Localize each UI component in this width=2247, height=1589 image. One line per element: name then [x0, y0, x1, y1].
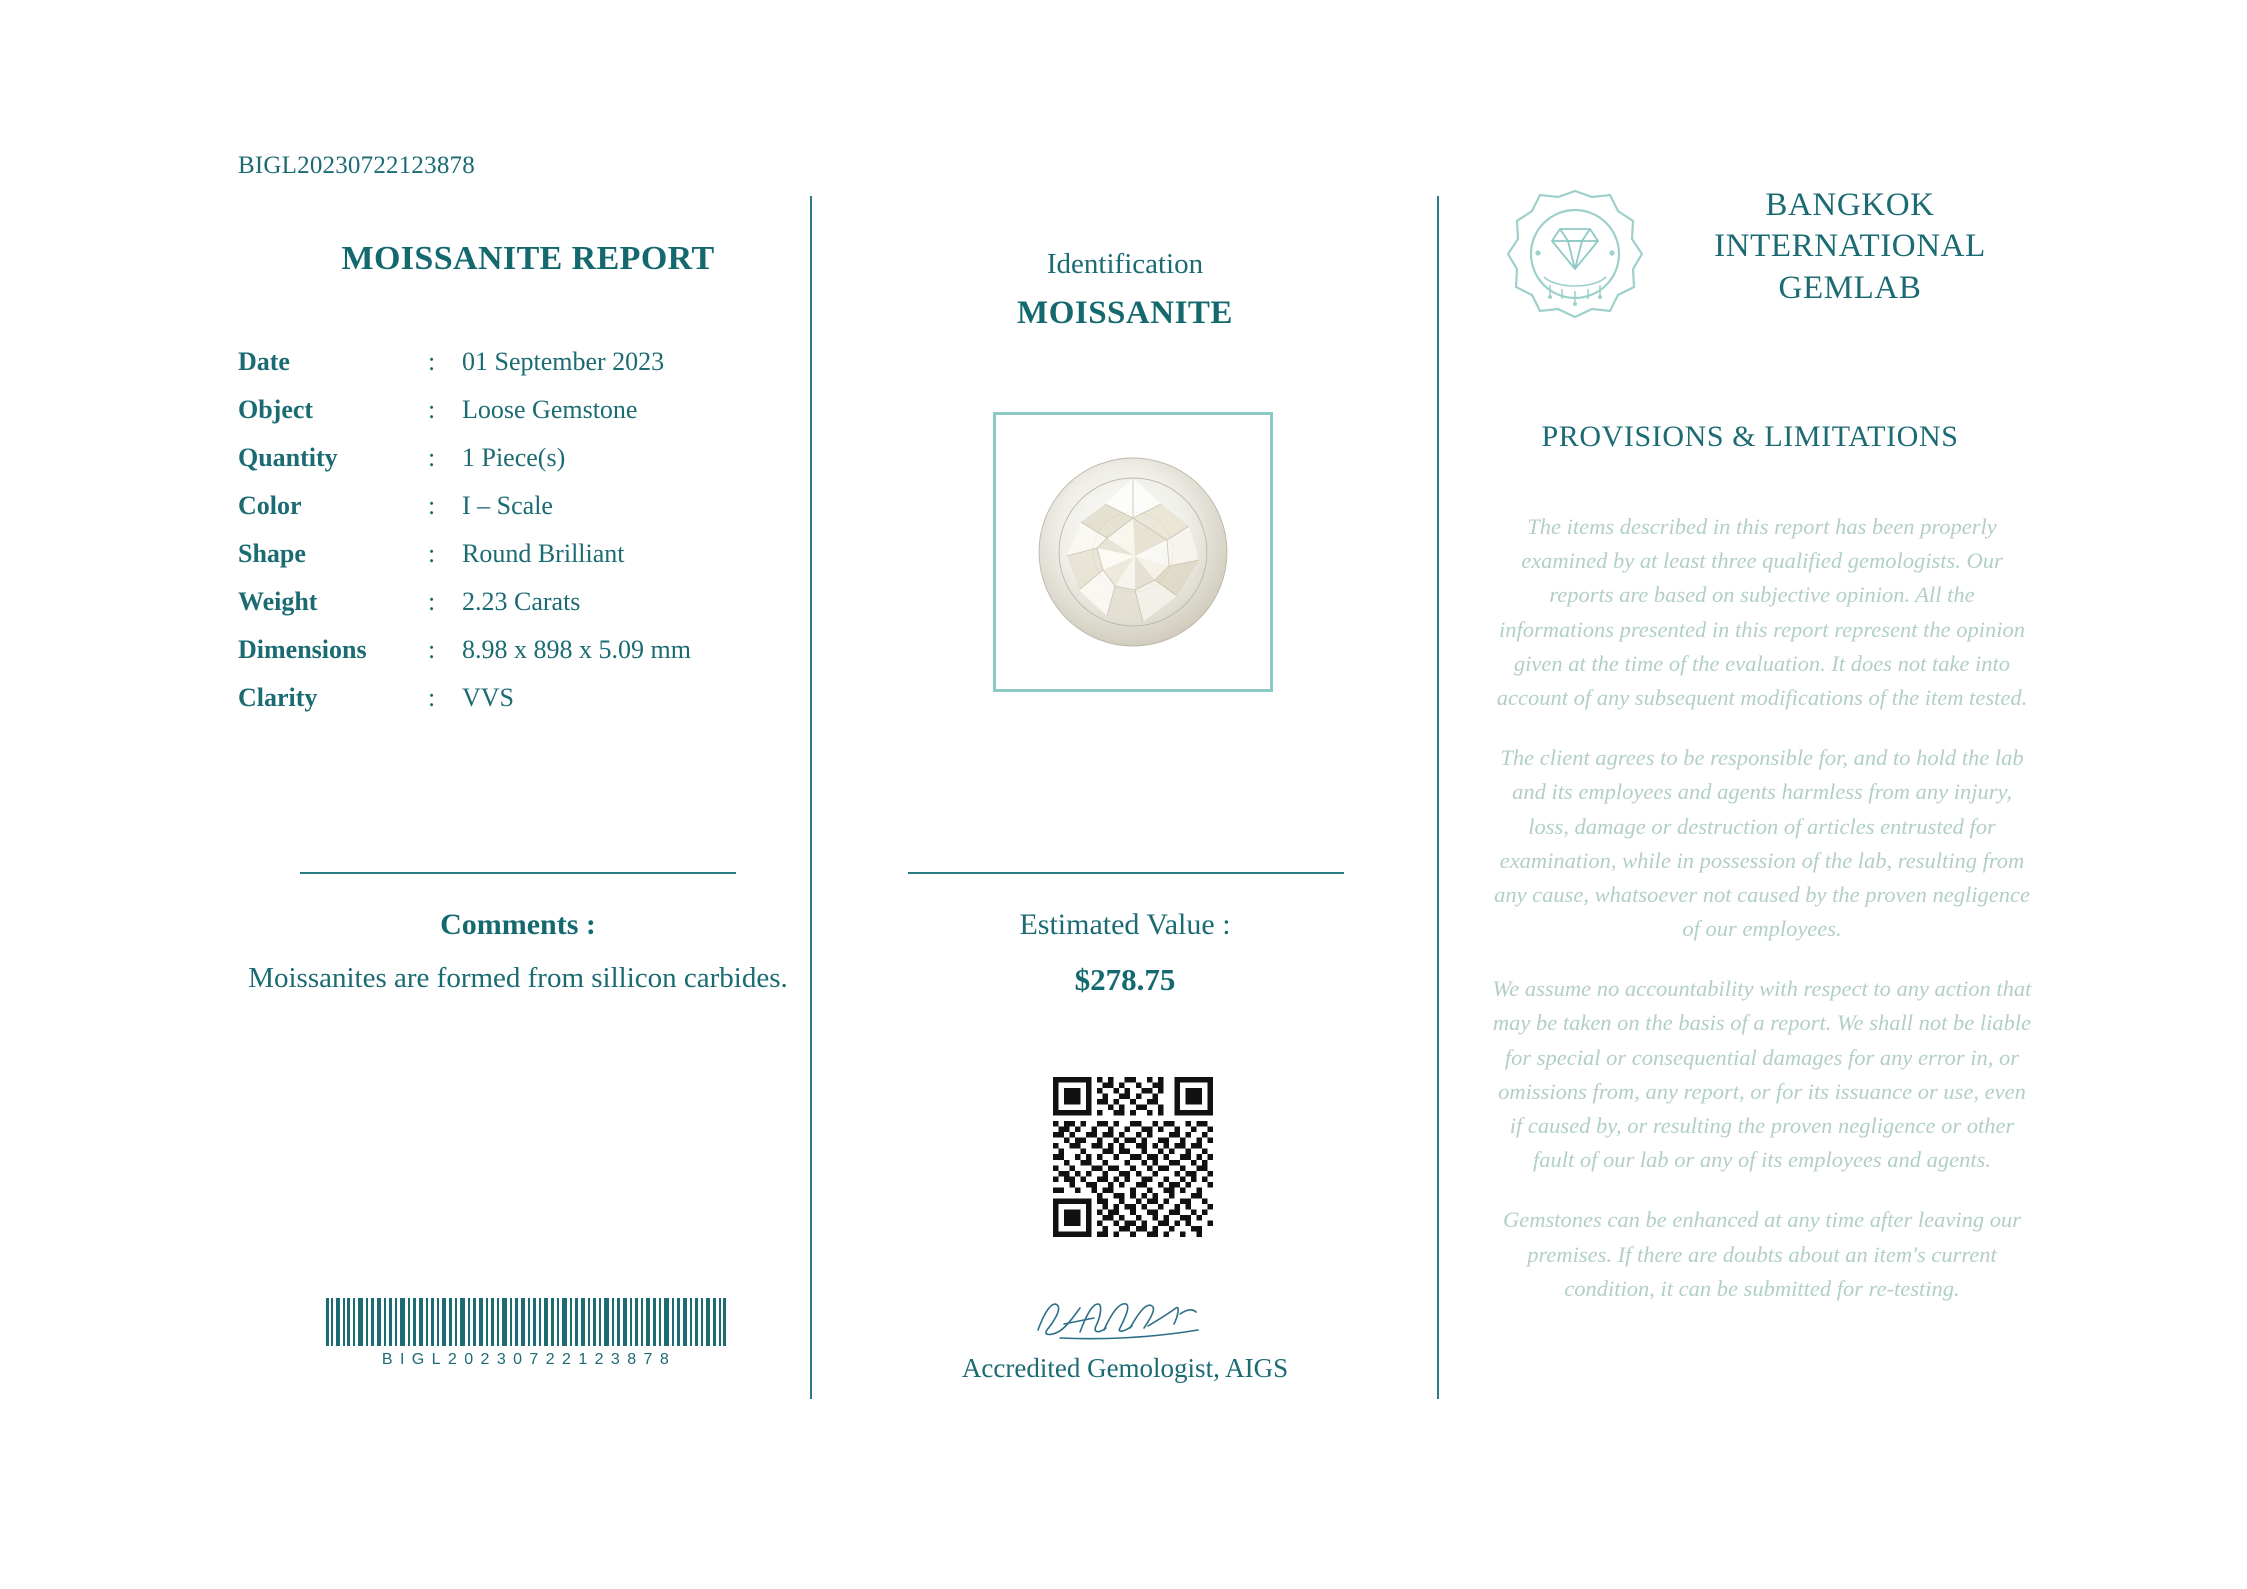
- spec-value: I – Scale: [462, 491, 553, 520]
- spec-colon: :: [428, 443, 436, 472]
- brand-row: [1470, 185, 2030, 325]
- spec-value: Loose Gemstone: [462, 395, 638, 424]
- spec-label: Shape: [238, 539, 306, 568]
- spec-label: Clarity: [238, 683, 318, 712]
- right-column: [1470, 185, 2030, 325]
- barcode-icon: [326, 1298, 726, 1346]
- spec-label: Color: [238, 491, 302, 520]
- round-brilliant-gem-icon: [1037, 456, 1229, 648]
- spec-value: 2.23 Carats: [462, 587, 581, 616]
- spec-label: Quantity: [238, 443, 338, 472]
- estimated-value-divider: [908, 872, 1344, 874]
- gemstone-photo-frame: [993, 412, 1273, 692]
- table-row: [238, 530, 778, 578]
- spec-label: Date: [238, 347, 290, 376]
- table-row: [238, 338, 778, 386]
- barcode-block: [326, 1298, 726, 1369]
- spec-label: Object: [238, 395, 314, 424]
- table-row: [238, 482, 778, 530]
- table-row: [238, 578, 778, 626]
- estimated-value: $278.75: [1074, 962, 1176, 997]
- spec-colon: :: [428, 539, 436, 568]
- provisions-title: PROVISIONS & LIMITATIONS: [1541, 420, 1959, 453]
- spec-colon: :: [428, 347, 436, 376]
- table-row: [238, 386, 778, 434]
- qr-code-icon[interactable]: [1053, 1077, 1213, 1237]
- comments-text: Moissanites are formed from sillicon carbides.: [248, 962, 788, 994]
- provision-paragraph: Gemstones can be enhanced at any time after leaving our premises. If there are doubts about an item's current condition, it can be submitted for re-testing.: [1503, 1207, 2021, 1301]
- provision-paragraph: The client agrees to be responsible for, and to hold the lab and its employees and agents harmless from any injury, loss, damage or destruction of articles entrusted for examination, while in possession of the lab, resulting from any cause, whatsoever not caused by the proven negligence of our employees.: [1494, 745, 2030, 942]
- identification-value: MOISSANITE: [1017, 295, 1233, 331]
- table-row: [238, 434, 778, 482]
- spec-label: Dimensions: [238, 635, 367, 664]
- report-id: BIGL20230722123878: [238, 152, 475, 179]
- spec-colon: :: [428, 635, 436, 664]
- signature-caption: Accredited Gemologist, AIGS: [961, 1353, 1289, 1383]
- spec-colon: :: [428, 683, 436, 712]
- spec-colon: :: [428, 395, 436, 424]
- provisions-body: [1492, 510, 2032, 1332]
- gemologist-signature-icon: [1030, 1290, 1230, 1350]
- column-divider-right: [1437, 196, 1439, 1399]
- spec-colon: :: [428, 587, 436, 616]
- brand-title: BANGKOK INTERNATIONAL GEMLAB: [1714, 187, 1986, 306]
- spec-value: 1 Piece(s): [462, 443, 566, 472]
- left-column: [238, 240, 778, 722]
- estimated-value-label: Estimated Value :: [1019, 908, 1231, 941]
- spec-value: 8.98 x 898 x 5.09 mm: [462, 635, 691, 664]
- comments-heading: Comments :: [440, 908, 596, 941]
- table-row: [238, 674, 778, 722]
- spec-value: Round Brilliant: [462, 539, 625, 568]
- provision-paragraph: The items described in this report has been properly examined by at least three qualified gemologists. Our reports are based on subjective opinion. All the informations presented in this report represent the opinion given at the time of the evaluation. It does not take into account of any subsequent modifications of the item tested.: [1496, 514, 2028, 710]
- specifications-table: [238, 338, 778, 722]
- page-title: MOISSANITE REPORT: [341, 240, 715, 277]
- gemstone-image: [1037, 456, 1229, 648]
- barcode-number: BIGL20230722123878: [381, 1351, 677, 1368]
- comments-divider: [300, 872, 736, 874]
- spec-value: 01 September 2023: [462, 347, 665, 376]
- middle-column: [880, 248, 1370, 332]
- gemlab-seal-icon: [1500, 185, 1650, 335]
- identification-label: Identification: [1046, 248, 1204, 280]
- spec-label: Weight: [238, 587, 318, 616]
- column-divider-left: [810, 196, 812, 1399]
- spec-value: VVS: [462, 683, 515, 712]
- provision-paragraph: We assume no accountability with respect to any action that may be taken on the basis of a report. We shall not be liable for special or consequential damages for any error in, or omissions from, any report, or for its issuance or use, even if caused by, or resulting the proven negligence or other fault of our lab or any of its employees and agents.: [1492, 976, 2032, 1173]
- table-row: [238, 626, 778, 674]
- spec-colon: :: [428, 491, 436, 520]
